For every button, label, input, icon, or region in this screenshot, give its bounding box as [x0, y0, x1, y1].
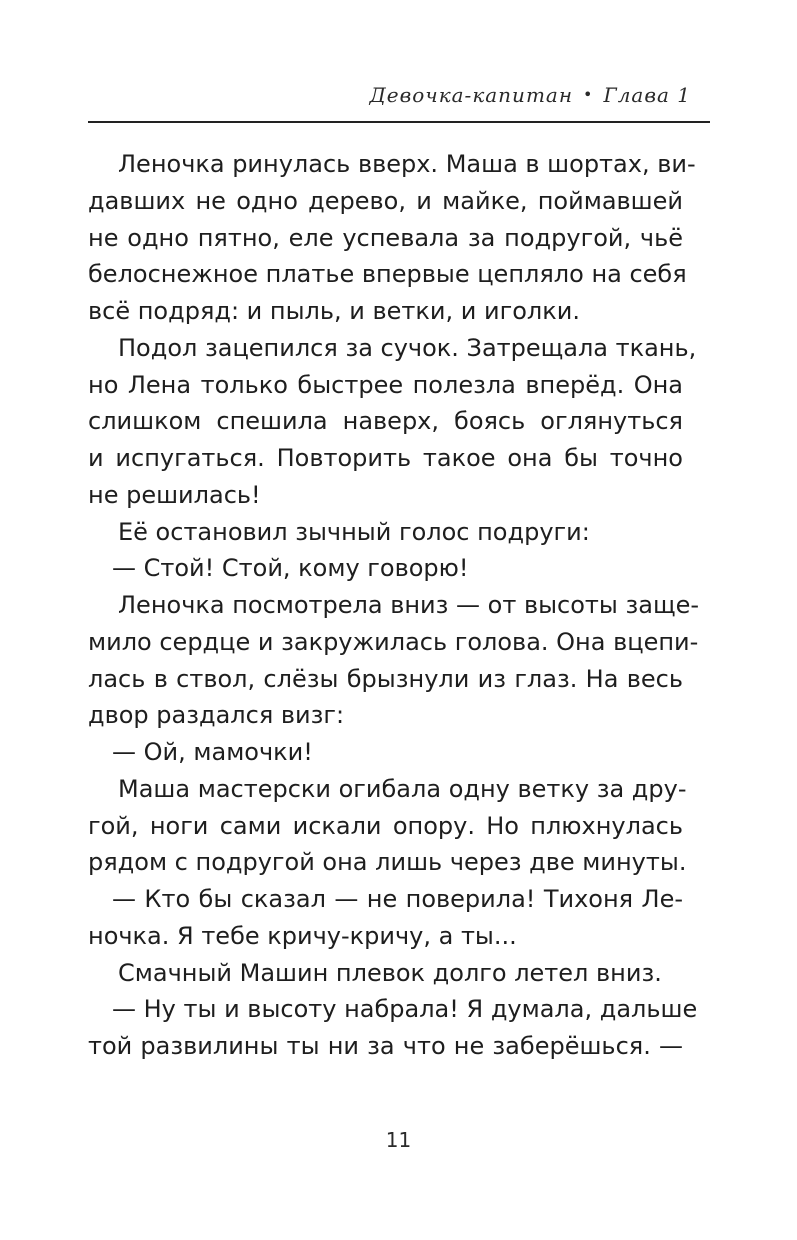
text-line: не одно пятно, еле успевала за подругой, чьё	[88, 223, 683, 252]
text-line: — Ой, мамочки!	[112, 738, 313, 766]
text-line: но Лена только быстрее полезла вперёд. Она	[88, 370, 683, 399]
text-line: не решилась!	[88, 480, 261, 509]
text-line: Маша мастерски огибала одну ветку за дру-	[118, 774, 687, 803]
text-line: рядом с подругой она лишь через две минуты.	[88, 848, 687, 877]
text-line: Её остановил зычный голос подруги:	[118, 517, 590, 546]
book-title: Девочка-капитан	[369, 83, 574, 107]
text-line: лась в ствол, слёзы брызнули из глаз. На весь	[88, 664, 683, 693]
text-line: — Кто бы сказал — не поверила! Тихоня Ле-	[112, 885, 683, 913]
text-line: гой, ноги сами искали опору. Но плюхнулась	[88, 811, 683, 840]
text-line: ночка. Я тебе кричу-кричу, а ты...	[88, 921, 517, 950]
text-line: мило сердце и закружилась голова. Она вцепи-	[88, 627, 699, 656]
header-separator: •	[583, 85, 594, 104]
header-rule	[88, 121, 710, 123]
body-text	[88, 146, 699, 1065]
page-number: 11	[385, 1128, 412, 1152]
text-line: белоснежное платье впервые цепляло на себя	[88, 260, 687, 289]
text-line: Смачный Машин плевок долго летел вниз.	[118, 958, 662, 987]
text-line: двор раздался визг:	[88, 701, 345, 730]
text-line: всё подряд: и пыль, и ветки, и иголки.	[88, 297, 580, 325]
text-line: той развилины ты ни за что не заберёшься. —	[88, 1032, 683, 1060]
chapter-label: Глава 1	[603, 83, 691, 107]
text-line: — Стой! Стой, кому говорю!	[112, 554, 469, 583]
text-line: Подол зацепился за сучок. Затрещала ткань,	[118, 333, 697, 362]
running-header	[0, 83, 691, 107]
text-line: и испугаться. Повторить такое она бы точно	[88, 444, 683, 472]
text-line: давших не одно дерево, и майке, поймавшей	[88, 186, 683, 215]
text-line: Леночка посмотрела вниз — от высоты защe-	[118, 591, 699, 619]
text-line: — Ну ты и высоту набрала! Я думала, дальше	[112, 995, 698, 1024]
text-line: Леночка ринулась вверх. Маша в шортах, ви-	[118, 150, 696, 178]
text-line: слишком спешила наверх, боясь оглянуться	[88, 407, 683, 436]
